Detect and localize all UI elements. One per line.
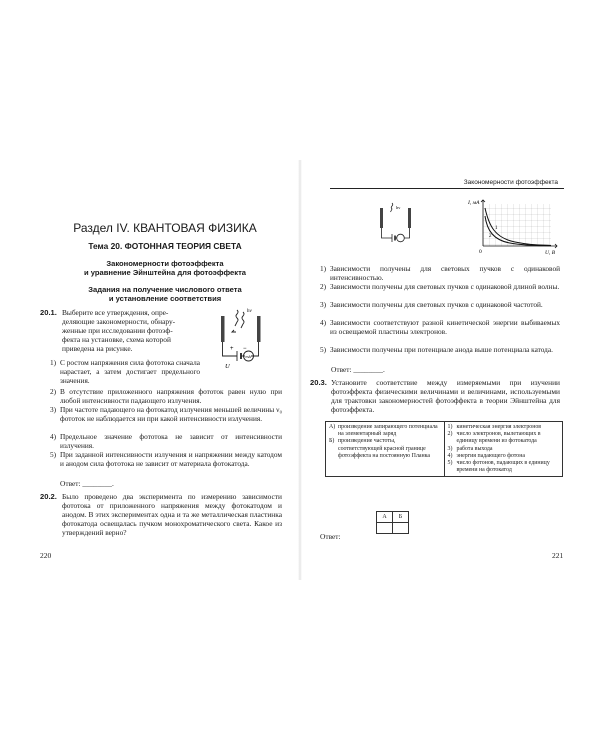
graph-y-label: I, мА (468, 200, 480, 206)
answer-cell-b[interactable] (393, 523, 409, 534)
task-option (50, 387, 282, 405)
option-number: 4) (50, 432, 57, 441)
curve-label: 2 (489, 234, 492, 239)
task-number: 20.3. (310, 378, 327, 387)
task-option (320, 345, 560, 354)
option-number: 1) (50, 358, 57, 367)
task-option (50, 432, 282, 450)
page-number: 220 (40, 551, 52, 560)
tasks-title-line-2: и установление соответствия (108, 294, 222, 303)
task-option (320, 318, 560, 336)
graph-origin: 0 (479, 249, 482, 255)
answer-header-b: Б (393, 512, 409, 523)
task-text-line: деляющие закономерности, обнару- (62, 317, 176, 327)
task-number: 20.1. (40, 308, 57, 317)
task-text-line: приведена на рисунке. (62, 344, 133, 354)
answer-line: Ответ: ________. (331, 365, 385, 374)
option-number: 5) (50, 450, 57, 459)
option-text: Зависимости получены при потенциале анода выше потенциала катода. (330, 345, 553, 354)
task-option (320, 282, 560, 291)
task-option (320, 300, 560, 309)
option-text: Зависимости соответствуют разной кинетической энергии выбиваемых из освещаемой пластины электронов. (330, 318, 560, 336)
match-item: 4) энергия падающего фотона (447, 452, 526, 459)
subtitle-line-1: Закономерности фотоэффекта (106, 259, 224, 268)
values-column (444, 422, 563, 477)
fig-label-u: U (225, 363, 230, 370)
tasks-title-line-1: Задания на получение числового ответа (88, 285, 242, 294)
option-number: 5) (320, 345, 327, 354)
task-text (62, 308, 207, 353)
fig-label-hv: hν (396, 205, 401, 210)
fig-label-hv: hν (247, 309, 252, 314)
task-text-line: женные при исследовании фотоэф- (62, 326, 173, 336)
task-text-line: Выберите все утверждения, опре- (62, 308, 169, 317)
answer-header-a: А (377, 512, 393, 523)
answer-grid (376, 511, 409, 534)
option-number: 3) (50, 405, 57, 414)
match-item: 3) работа выхода (447, 445, 493, 452)
topic-title: Тема 20. ФОТОННАЯ ТЕОРИЯ СВЕТА (88, 241, 242, 251)
option-text: При заданной интенсивности излучения и напряжении между катодом и анодом сила фототока не зависит от материала фотокатода. (60, 450, 282, 468)
matching-table (325, 421, 563, 477)
task-option (320, 264, 560, 282)
section-title: Раздел IV. КВАНТОВАЯ ФИЗИКА (73, 221, 257, 235)
answer-label: Ответ: (320, 532, 341, 541)
option-text: Зависимости получены для световых пучков с одинаковой длиной волны. (330, 282, 560, 291)
task-option (50, 450, 282, 468)
match-item: Б) произведение частоты, соответствующей красной границе фотоэффекта на постоянную Планка (329, 438, 431, 459)
task-text: Было проведено два эксперимента по измерению зависимости фототока от приложенного напряжения между фотокатодом и анодом. В этих экспериментах одна и та же металлическая пластинка фотокатода освещалась пучком монохроматического света. Какое из утверждений верно? (62, 492, 282, 538)
svg-text:+: + (230, 346, 234, 352)
photoeffect-circuit-diagram (207, 306, 287, 370)
running-head: Закономерности фотоэффекта (463, 179, 558, 186)
match-item: 1) кинетическая энергия электронов (447, 424, 542, 430)
curve-label: 1 (495, 226, 498, 231)
photoeffect-circuit-diagram (368, 200, 430, 248)
answer-line: Ответ: ________. (60, 479, 114, 488)
match-item: 5) число фотонов, падающих в единицу времени на фотокатод (447, 460, 550, 474)
option-text: Зависимости получены для световых пучков с одинаковой частотой. (330, 300, 543, 309)
option-number: 3) (320, 300, 327, 309)
right-page (300, 0, 600, 750)
subtitle-line-2: и уравнение Эйнштейна для фотоэффекта (83, 268, 247, 277)
option-text: В отсутствие приложенного напряжения фототок равен нулю при любой интенсивности падающего излучения. (60, 387, 282, 405)
graph-x-label: U, В (545, 250, 556, 256)
option-text: Предельное значение фототока не зависит от интенсивности излучения. (60, 432, 282, 450)
task-option (50, 405, 282, 423)
match-item: 2) число электронов, вылетающих в единицу времени из фотокатода (447, 431, 541, 445)
option-number: 4) (320, 318, 327, 327)
option-number: 1) (320, 264, 327, 273)
task-option (50, 358, 200, 385)
quantities-column (326, 422, 445, 477)
current-voltage-graph (465, 196, 565, 258)
task-text: Установите соответствие между измеряемыми при изучении фотоэффекта физическими величинами и величинами, используемыми для трактовки закономерностей фотоэффекта в теории Эйнштейна для фотоэффекта. (331, 378, 560, 415)
task-text-line: фекта на установке, схема которой (62, 335, 171, 345)
task-number: 20.2. (40, 492, 57, 501)
option-text: Зависимости получены для световых пучков с одинаковой интенсивностью. (330, 264, 560, 282)
match-item: А) произведение запирающего потенциала на элементарный заряд (329, 424, 438, 438)
option-number: 2) (320, 282, 327, 291)
option-text: С ростом напряжения сила фототока сначала нарастает, а затем достигает предельного значения. (60, 358, 200, 385)
svg-text:−: − (243, 346, 247, 352)
page-number: 221 (552, 551, 564, 560)
answer-cell-a[interactable] (377, 523, 393, 534)
option-text: При частоте падающего на фотокатод излучения меньшей величины ν₀ фототок не наблюдается ни при какой интенсивности излучения. (60, 405, 282, 423)
option-number: 2) (50, 387, 57, 396)
svg-text:mA: mA (245, 355, 251, 359)
running-head-rule (330, 188, 564, 189)
